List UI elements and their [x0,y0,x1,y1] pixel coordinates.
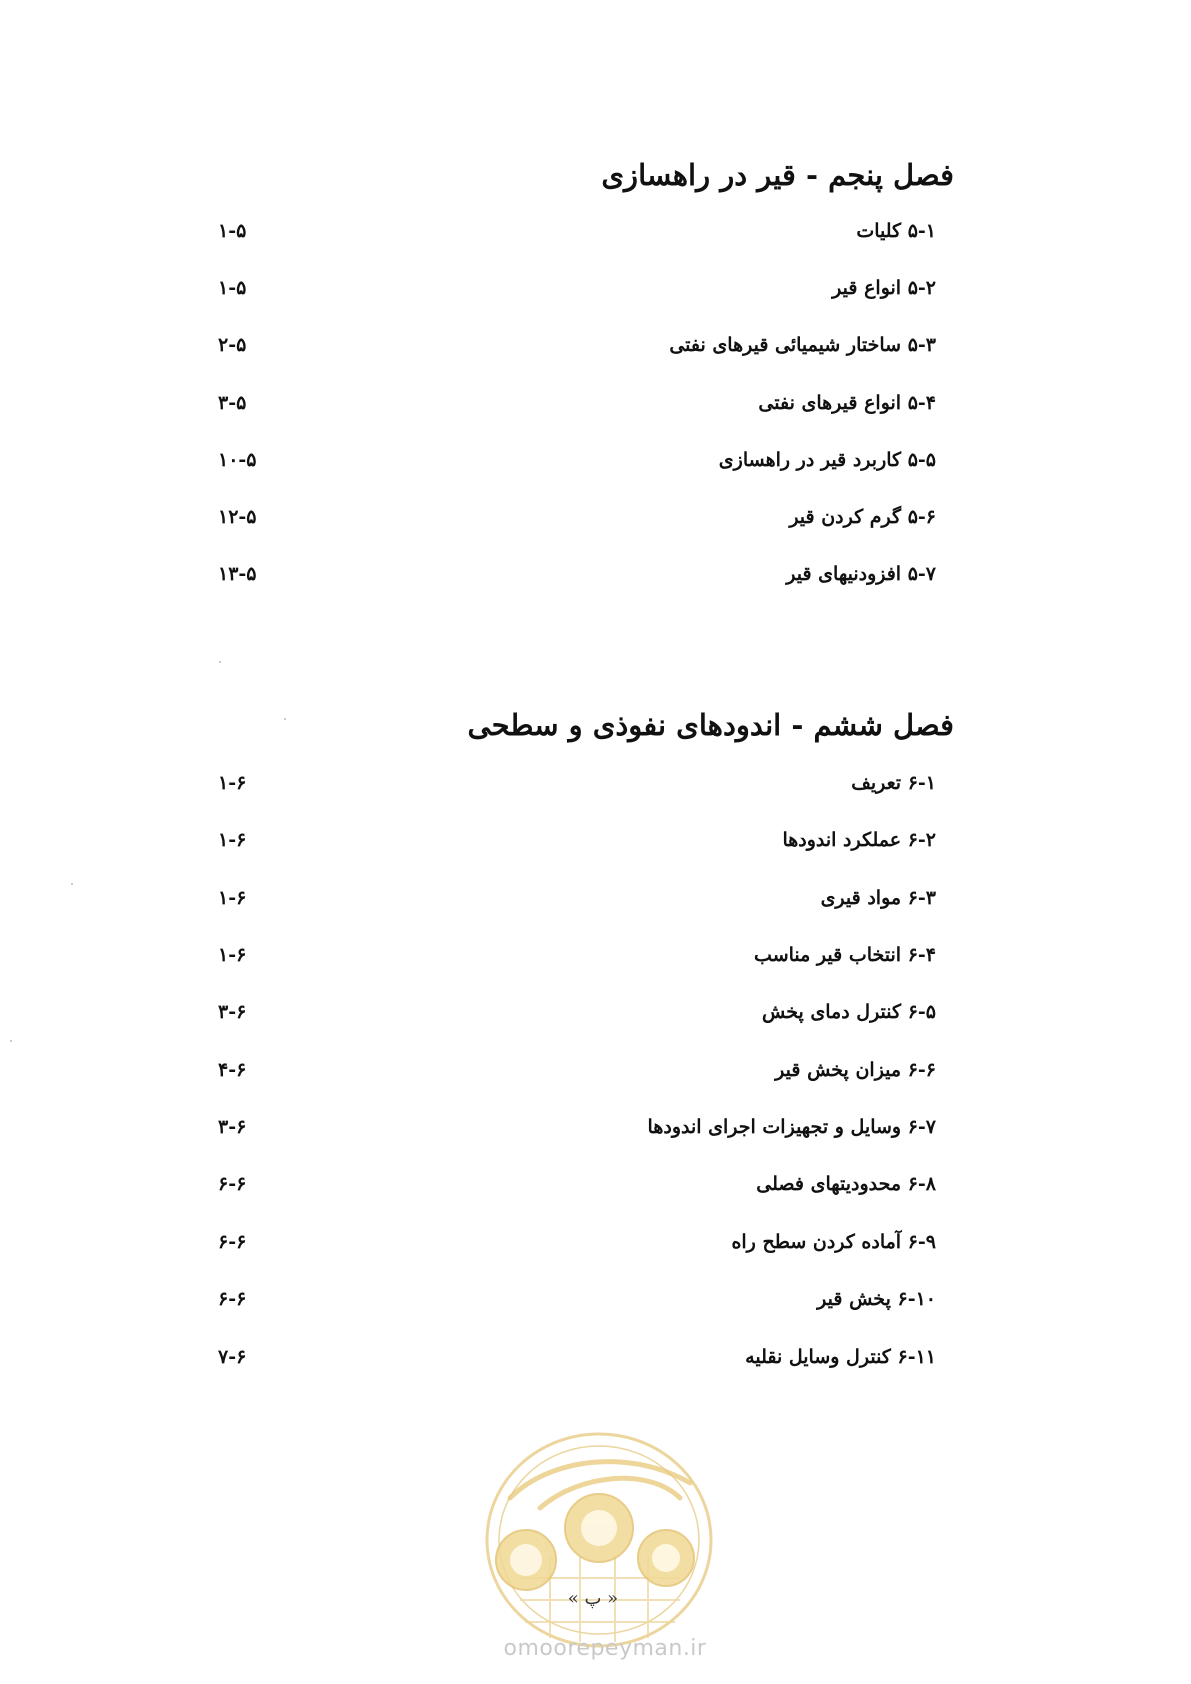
toc-entry-page: ۳-۵ [218,392,247,414]
toc-entry [200,1050,936,1090]
watermark-seal-icon [480,1428,718,1658]
toc-entry-page: ۳-۶ [218,1116,247,1138]
toc-entry-label: ۶-۶ میزان پخش قیر [775,1059,936,1081]
toc-entry-label: ۵-۳ ساختار شیمیائی قیرهای نفتی [669,334,936,356]
toc-entry [200,992,936,1032]
toc-entry-label: ۵-۷ افزودنیهای قیر [786,563,936,585]
toc-entry-page: ۲-۵ [218,334,247,356]
toc-entry-page: ۳-۶ [218,1001,247,1023]
toc-entry [200,1337,936,1377]
toc-entry-label: ۶-۳ مواد قیری [820,887,936,909]
toc-entry [200,268,936,308]
toc-entry-page: ۱۲-۵ [218,506,257,528]
toc-entry-label: ۶-۲ عملکرد اندودها [782,829,936,851]
toc-entry [200,383,936,423]
toc-entry-label: ۵-۴ انواع قیرهای نفتی [758,392,936,414]
toc-entry-label: ۶-۱۰ پخش قیر [817,1288,936,1310]
toc-entry-page: ۱-۵ [218,220,247,242]
toc-entry-page: ۶-۶ [218,1231,247,1253]
toc-entry-page: ۶-۶ [218,1173,247,1195]
toc-entry-page: ۱-۶ [218,944,247,966]
scan-speck [284,718,286,720]
toc-entry-page: ۶-۶ [218,1288,247,1310]
toc-entry [200,935,936,975]
toc-entry-page: ۱-۶ [218,829,247,851]
toc-entry-label: ۶-۷ وسایل و تجهیزات اجرای اندودها [647,1116,936,1138]
toc-entry [200,1164,936,1204]
toc-entry-label: ۵-۶ گرم کردن قیر [789,506,936,528]
toc-entry-label: ۵-۱ کلیات [856,220,936,242]
toc-entry-label: ۶-۸ محدودیتهای فصلی [756,1173,936,1195]
scan-speck [10,1040,12,1042]
toc-entry [200,878,936,918]
toc-entry-label: ۶-۱۱ کنترل وسایل نقلیه [745,1346,936,1368]
toc-entry [200,763,936,803]
toc-entry [200,1279,936,1319]
toc-entry-page: ۱-۶ [218,772,247,794]
toc-entry [200,211,936,251]
toc-entry [200,1222,936,1262]
chapter-5-title: فصل پنجم - قیر در راهسازی [601,158,954,192]
toc-entry-page: ۱-۶ [218,887,247,909]
toc-entry [200,497,936,537]
site-watermark: omoorepeyman.ir [503,1636,707,1661]
toc-entry [200,325,936,365]
toc-entry-label: ۶-۴ انتخاب قیر مناسب [754,944,936,966]
toc-entry-page: ۴-۶ [218,1059,247,1081]
toc-entry [200,440,936,480]
toc-entry-label: ۶-۹ آماده کردن سطح راه [731,1231,936,1253]
toc-entry-label: ۶-۵ کنترل دمای پخش [761,1001,936,1023]
toc-entry-label: ۵-۵ کاربرد قیر در راهسازی [718,449,936,471]
toc-entry-label: ۵-۲ انواع قیر [832,277,936,299]
toc-entry-page: ۷-۶ [218,1346,247,1368]
chapter-6-title: فصل ششم - اندودهای نفوذی و سطحی [467,708,954,742]
page-number: « پ » [567,1588,619,1609]
scan-speck [71,883,73,885]
toc-entry-page: ۱-۵ [218,277,247,299]
toc-entry-page: ۱۳-۵ [218,563,257,585]
toc-entry-page: ۱۰-۵ [218,449,257,471]
toc-entry [200,1107,936,1147]
toc-entry-label: ۶-۱ تعریف [851,772,936,794]
toc-entry [200,554,936,594]
toc-entry [200,820,936,860]
scan-speck [219,661,221,663]
